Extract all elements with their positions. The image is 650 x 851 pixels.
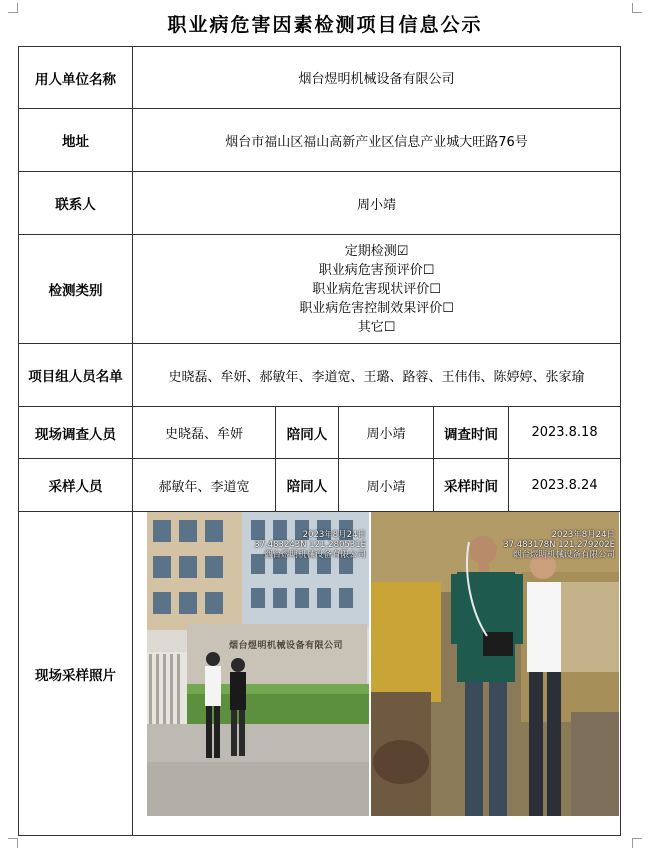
sampling-time: 2023.8.24 — [509, 459, 621, 512]
contact-value: 周小靖 — [133, 172, 621, 235]
row-survey — [19, 407, 621, 459]
sampling-time-label: 采样时间 — [434, 459, 509, 512]
corner-mark-bottom-left — [8, 838, 18, 848]
survey-value: 史晓磊、牟妍 — [133, 407, 276, 459]
detection-option-control-effect: 职业病危害控制效果评价☐ — [299, 300, 454, 316]
detection-type-label: 检测类别 — [19, 235, 133, 344]
survey-companion: 周小靖 — [339, 407, 434, 459]
survey-time-label: 调查时间 — [434, 407, 509, 459]
exterior-photo-stamp — [254, 530, 366, 560]
photos-cell — [133, 512, 621, 836]
page-title: 职业病危害因素检测项目信息公示 — [167, 14, 483, 36]
photos-label: 现场采样照片 — [19, 512, 133, 836]
detection-option-other: 其它☐ — [357, 319, 396, 335]
exterior-stamp-date: 2023年8月24日 — [302, 530, 366, 540]
workshop-photo-stamp — [503, 530, 615, 560]
address-label: 地址 — [19, 109, 133, 172]
corner-mark-bottom-right — [632, 838, 642, 848]
address-value: 烟台市福山区福山高新产业区信息产业城大旺路76号 — [133, 109, 621, 172]
detection-option-status-assessment: 职业病危害现状评价☐ — [312, 281, 441, 297]
detection-option-periodic: 定期检测☑ — [344, 243, 409, 259]
workshop-stamp-coords: 37.483178N 121.279202E — [503, 540, 615, 550]
company-sign-text: 烟台煜明机械设备有限公司 — [228, 641, 343, 651]
row-team — [19, 344, 621, 407]
team-label: 项目组人员名单 — [19, 344, 133, 407]
site-photo-workshop — [371, 512, 619, 816]
workshop-stamp-date: 2023年8月24日 — [551, 530, 615, 540]
row-contact — [19, 172, 621, 235]
detection-option-pre-assessment: 职业病危害预评价☐ — [318, 262, 435, 278]
row-employer — [19, 47, 621, 109]
row-address — [19, 109, 621, 172]
team-value: 史晓磊、牟妍、郝敏年、李道宽、王璐、路蓉、王伟伟、陈婷婷、张家瑜 — [133, 344, 621, 407]
survey-label: 现场调查人员 — [19, 407, 133, 459]
sampling-value: 郝敏年、李道宽 — [133, 459, 276, 512]
row-sampling — [19, 459, 621, 512]
sampling-companion: 周小靖 — [339, 459, 434, 512]
contact-label: 联系人 — [19, 172, 133, 235]
row-photos — [19, 512, 621, 836]
exterior-stamp-company: 烟台煜明机械设备有限公司 — [263, 550, 366, 560]
detection-type-options — [133, 235, 621, 344]
survey-time: 2023.8.18 — [509, 407, 621, 459]
exterior-stamp-coords: 37.483243N 121.280531E — [254, 540, 366, 550]
workshop-stamp-company: 烟台煜明机械设备有限公司 — [512, 550, 615, 560]
sampling-label: 采样人员 — [19, 459, 133, 512]
employer-label: 用人单位名称 — [19, 47, 133, 109]
site-photo-exterior — [147, 512, 369, 816]
survey-companion-label: 陪同人 — [276, 407, 339, 459]
row-detection-type — [19, 235, 621, 344]
employer-value: 烟台煜明机械设备有限公司 — [133, 47, 621, 109]
info-table — [18, 46, 621, 836]
sampling-companion-label: 陪同人 — [276, 459, 339, 512]
